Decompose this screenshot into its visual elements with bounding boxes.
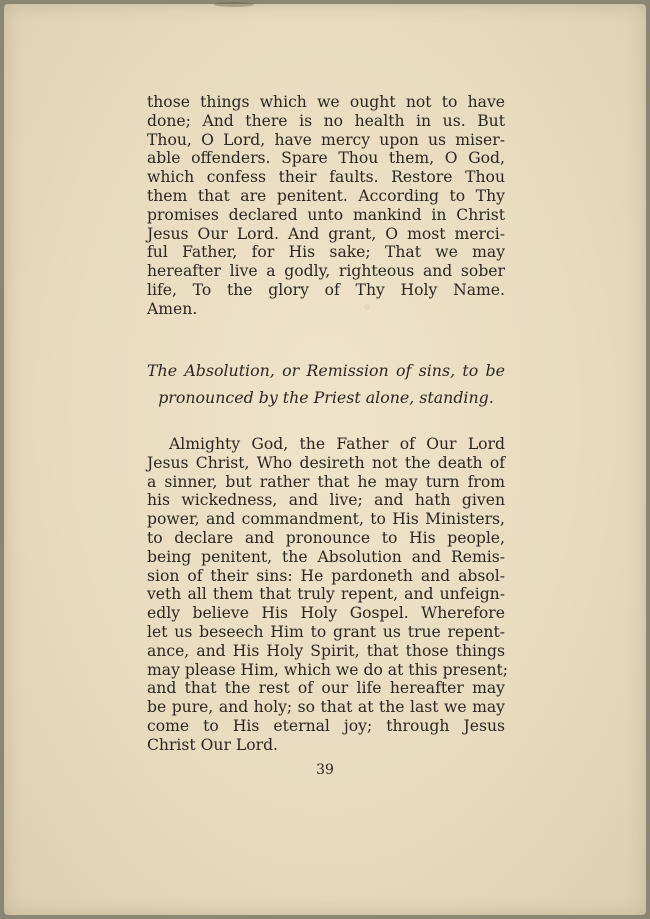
text-line: done; And there is no health in us. But [147, 111, 505, 130]
text-line: sion of their sins: He pardoneth and absol- [147, 566, 505, 585]
text-line: let us beseech Him to grant us true repent- [147, 622, 505, 641]
text-line: Jesus Christ, Who desireth not the death of [147, 453, 505, 472]
text-line: be pure, and holy; so that at the last we may [147, 698, 505, 717]
text-line: a sinner, but rather that he may turn from [147, 472, 505, 491]
text-line: hereafter live a godly, righteous and sober [147, 262, 505, 281]
text-line: Jesus Our Lord. And grant, O most merci- [147, 224, 505, 243]
text-line: ful Father, for His sake; That we may [147, 243, 505, 262]
text-line: Amen. [147, 299, 198, 318]
paper-stain [214, 2, 254, 7]
text-line: promises declared unto mankind in Christ [147, 205, 505, 224]
text-line: Thou, O Lord, have mercy upon us miser- [147, 130, 505, 149]
rubric-heading [147, 357, 505, 411]
book-page [4, 4, 646, 915]
text-line: those things which we ought not to have [147, 93, 505, 111]
page-number: 39 [316, 762, 334, 778]
text-line: his wickedness, and live; and hath given [147, 491, 505, 510]
text-line: come to His eternal joy; through Jesus [147, 716, 505, 735]
text-line: veth all them that truly repent, and unfeign- [147, 585, 505, 604]
text-line: ance, and His Holy Spirit, that those things [147, 641, 505, 660]
text-line: able offenders. Spare Thou them, O God, [147, 149, 505, 168]
text-line: being penitent, the Absolution and Remis- [147, 547, 505, 566]
text-line: power, and commandment, to His Ministers, [147, 510, 505, 529]
text-line: Christ Our Lord. [147, 735, 279, 754]
rubric-line: pronounced by the Priest alone, standing. [158, 388, 494, 407]
paragraph-confession-end [147, 93, 505, 319]
text-line: Almighty God, the Father of Our Lord [169, 435, 505, 453]
text-line: and that the rest of our life hereafter may [147, 679, 505, 698]
text-line: may please Him, which we do at this present; [147, 660, 509, 679]
rubric-line: The Absolution, or Remission of sins, to be [147, 361, 505, 380]
paragraph-absolution [147, 435, 509, 755]
text-line: to declare and pronounce to His people, [147, 528, 505, 547]
text-line: life, To the glory of Thy Holy Name. [147, 280, 505, 299]
text-line: them that are penitent. According to Thy [147, 186, 505, 205]
text-line: which confess their faults. Restore Thou [147, 168, 505, 187]
text-line: edly believe His Holy Gospel. Wherefore [147, 604, 505, 623]
